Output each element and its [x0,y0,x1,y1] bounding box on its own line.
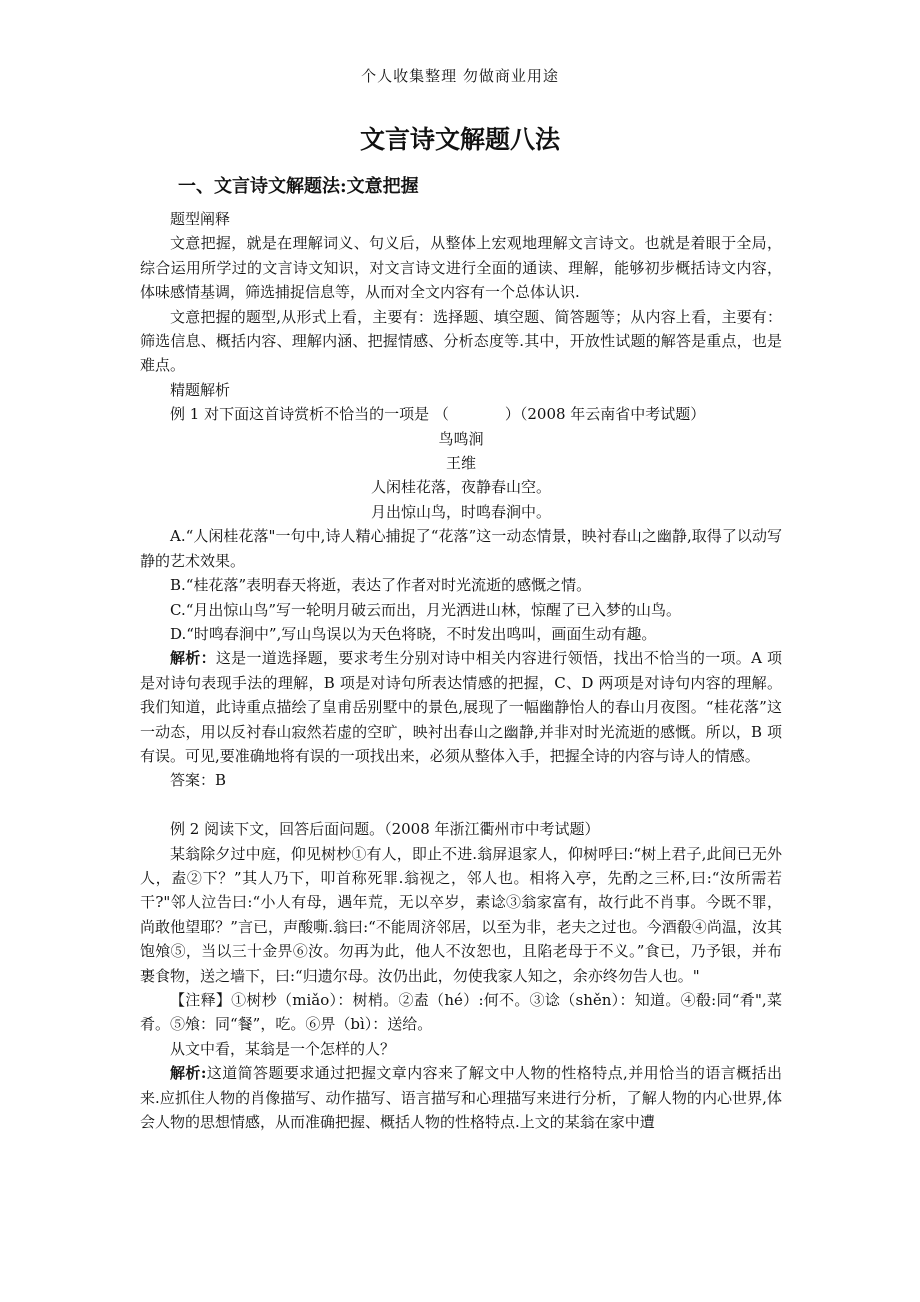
page-header: 个人收集整理 勿做商业用途 [361,67,559,85]
example-2-analysis [140,1061,782,1134]
example-1-analysis [140,646,782,768]
example-2-question: 从文中看，某翁是一个怎样的人？ [170,1039,396,1058]
analysis-label: 精题解析 [170,380,231,399]
example-1-answer: 答案：B [170,771,227,790]
section-heading: 一、文言诗文解题法:文意把握 [178,176,419,197]
analysis-label: 解析： [170,649,216,668]
analysis-label: 解析: [170,1064,207,1083]
example-1-lead: 例 1 对下面这首诗赏析不恰当的一项是 （ [170,405,449,424]
type-label: 题型阐释 [170,210,231,228]
option-b: B.“桂花落”表明春天将逝，表达了作者对时光流逝的感慨之情。 [170,576,592,595]
document-body [140,207,782,1134]
poem-author: 王维 [445,454,476,473]
example-1-heading [140,402,782,426]
document-title: 文言诗文解题八法 [359,125,560,154]
poem-line: 人闲桂花落，夜静春山空。 [370,478,551,497]
poem-line: 月出惊山鸟，时鸣春涧中。 [370,502,551,521]
paragraph-2: 文意把握的题型,从形式上看，主要有：选择题、填空题、简答题等；从内容上看，主要有：筛选信息、概括内容、理解内涵、把握情感、分析态度等.其中，开放性试题的解答是重点，也是难点。 [140,307,782,375]
option-c: C.“月出惊山鸟”写一轮明月破云而出，月光洒进山林，惊醒了已入梦的山鸟。 [170,600,682,619]
option-d: D.“时鸣春涧中”,写山鸟误以为天色将晓，不时发出鸣叫，画面生动有趣。 [170,624,657,643]
analysis-text: 这是一道选择题，要求考生分别对诗中相关内容进行领悟，找出不恰当的一项。A 项是对诗句表现手法的理解，B 项是对诗句所表达情感的把握，C、D 两项是对诗句内容的理解。我们知道，此诗重点描绘了皇甫岳别墅中的景色,展现了一幅幽静怡人的春山月夜图。“桂花落”这一动态，用以反衬春山寂然若虚的空旷，映衬出春山之幽静,并非对时光流逝的感慨。所以，B 项有误。可见,要准确地将有误的一项找出来，必须从整体入手，把握全诗的内容与诗人的情感。 [140,649,782,765]
example-2-heading: 例 2 阅读下文，回答后面问题。（2008 年浙江衢州市中考试题） [170,820,600,839]
spacer [140,793,782,817]
option-a: A.“人闲桂花落"一句中,诗人精心捕捉了“花落”这一动态情景，映衬春山之幽静,取得了以动写静的艺术效果。 [140,527,782,570]
paragraph-1: 文意把握，就是在理解词义、句义后，从整体上宏观地理解文言诗文。也就是着眼于全局，综合运用所学过的文言诗文知识，对文言诗文进行全面的通读、理解，能够初步概括诗文内容，体味感情基调，筛选捕捉信息等，从而对全文内容有一个总体认识. [140,234,782,302]
analysis-text: 这道简答题要求通过把握文章内容来了解文中人物的性格特点,并用恰当的语言概括出来.应抓住人物的肖像描写、动作描写、语言描写和心理描写来进行分析，了解人物的内心世界,体会人物的思想情感，从而准确把握、概括人物的性格特点.上文的某翁在家中遭 [140,1064,782,1132]
example-2-text: 某翁除夕过中庭，仰见树杪①有人，即止不进.翁屏退家人，仰树呼曰:“树上君子,此间已无外人，盍②下？”其人乃下，叩首称死罪.翁视之，邻人也。相将入亭，先酌之三杯,曰:“汝所需若干?"邻人泣告曰:“小人有母，遇年荒，无以卒岁，素谂③翁家富有，故行此不肖事。今既不罪，尚敢他望耶？”言已，声酸嘶.翁曰:“不能周济邻居，以至为非，老夫之过也。今酒殽④尚温，汝其饱飧⑤，当以三十金畀⑥汝。勿再为此，他人不汝恕也，且陷老母于不义。”食已，乃予银，并布裹食物，送之墙下，曰:“归遗尔母。汝仍出此，勿使我家人知之，余亦终勿告人也。" [140,844,782,985]
example-1-source: ）（2008 年云南省中考试题） [504,405,706,424]
poem-title: 鸟鸣涧 [438,429,484,448]
example-2-notes: 【注释】①树杪（miǎo）：树梢。②盍（hé）:何不。③谂（shěn）：知道。④殽:同“肴",菜肴。⑤飧：同“餐”，吃。⑥畀（bì）：送给。 [140,990,782,1034]
